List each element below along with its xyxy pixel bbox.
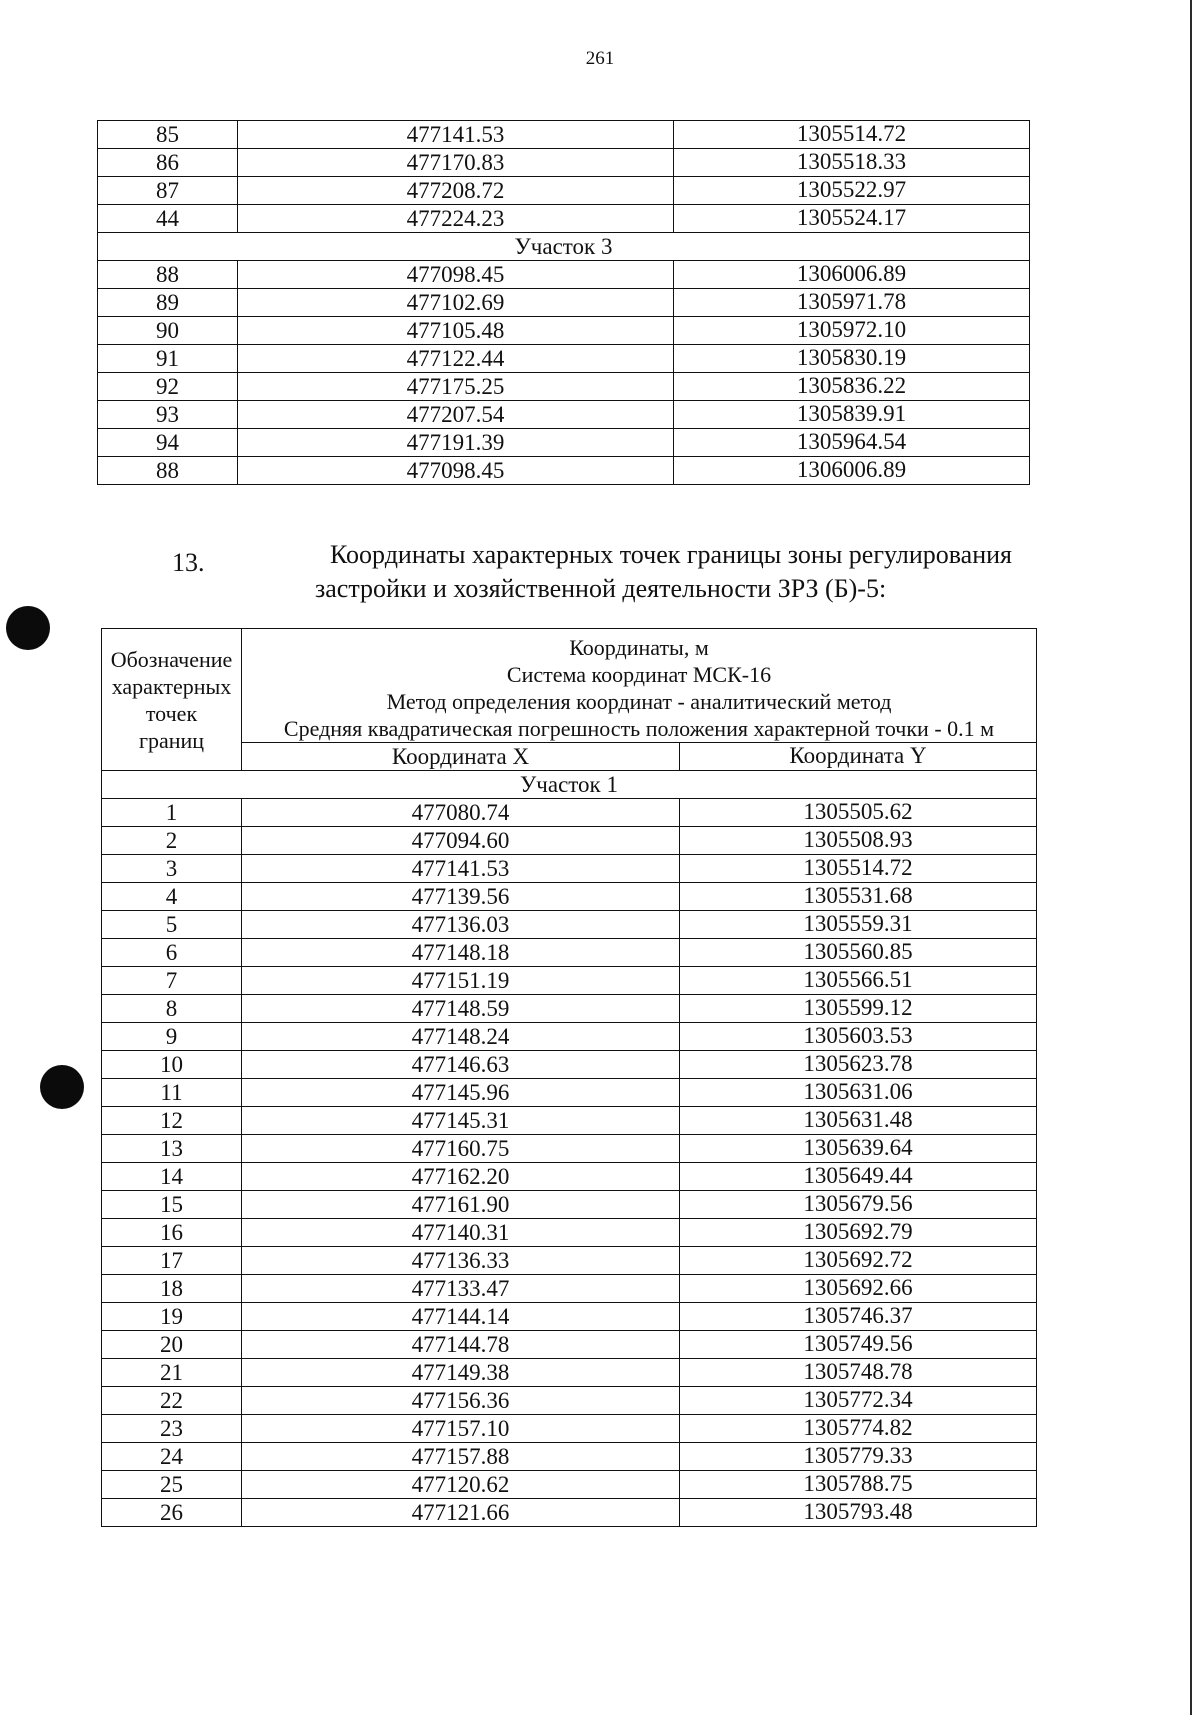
table-row: [102, 1135, 1037, 1163]
table-row: [98, 289, 1030, 317]
point-number-cell: 4: [102, 883, 242, 911]
coordinate-y-cell: 1305748.78: [680, 1359, 1037, 1387]
coordinate-y-cell: 1305566.51: [680, 967, 1037, 995]
coordinate-x-cell: 477148.24: [242, 1023, 680, 1051]
coordinates-table: [101, 628, 1037, 1527]
coordinate-x-cell: 477136.03: [242, 911, 680, 939]
point-number-cell: 13: [102, 1135, 242, 1163]
section-number: 13.: [172, 548, 205, 577]
table-row: [98, 149, 1030, 177]
table-row: [102, 1107, 1037, 1135]
header-line: Метод определения координат - аналитический метод: [386, 689, 892, 714]
point-number-cell: 88: [98, 457, 238, 485]
coordinate-x-cell: 477170.83: [238, 149, 674, 177]
heading-line-2: застройки и хозяйственной деятельности ЗРЗ (Б)-5:: [315, 574, 887, 603]
table-row: [102, 827, 1037, 855]
point-number-cell: 16: [102, 1219, 242, 1247]
coordinate-x-cell: 477191.39: [238, 429, 674, 457]
table-row: [98, 121, 1030, 149]
point-number-cell: 6: [102, 939, 242, 967]
header-line: Средняя квадратическая погрешность положения характерной точки - 0.1 м: [283, 716, 995, 741]
coordinate-x-cell: 477144.14: [242, 1303, 680, 1331]
table-row: [102, 1443, 1037, 1471]
table-row: [102, 1499, 1037, 1527]
point-number-cell: 18: [102, 1275, 242, 1303]
coordinate-x-cell: 477162.20: [242, 1163, 680, 1191]
coordinate-y-cell: 1305522.97: [674, 177, 1030, 205]
table-row: [98, 177, 1030, 205]
table-row: [102, 1275, 1037, 1303]
table-row: [102, 1471, 1037, 1499]
coordinate-x-cell: 477080.74: [242, 799, 680, 827]
header-line: границ: [138, 727, 205, 753]
section-heading: [0, 540, 1200, 610]
table-row: [102, 1359, 1037, 1387]
point-number-cell: 23: [102, 1415, 242, 1443]
coordinate-x-cell: 477146.63: [242, 1051, 680, 1079]
coordinate-x-cell: 477157.88: [242, 1443, 680, 1471]
coordinate-x-cell: 477105.48: [238, 317, 674, 345]
coordinate-y-cell: 1305964.54: [674, 429, 1030, 457]
coordinate-x-cell: 477160.75: [242, 1135, 680, 1163]
coordinate-x-cell: 477208.72: [238, 177, 674, 205]
coordinate-y-cell: 1305830.19: [674, 345, 1030, 373]
table-row: [102, 855, 1037, 883]
coordinate-y-cell: 1305746.37: [680, 1303, 1037, 1331]
point-number-cell: 20: [102, 1331, 242, 1359]
table-header-row: [102, 629, 1037, 743]
coordinate-y-cell: 1305793.48: [680, 1499, 1037, 1527]
coordinate-x-cell: 477145.96: [242, 1079, 680, 1107]
table-row: [102, 1247, 1037, 1275]
point-number-cell: 87: [98, 177, 238, 205]
table-row: [102, 1191, 1037, 1219]
coordinate-x-cell: 477156.36: [242, 1387, 680, 1415]
point-number-cell: 88: [98, 261, 238, 289]
coordinate-x-cell: 477140.31: [242, 1219, 680, 1247]
coordinate-x-cell: 477094.60: [242, 827, 680, 855]
table1-rows-top: [98, 121, 1030, 233]
table-row: [102, 799, 1037, 827]
table-row: [102, 1219, 1037, 1247]
header-line: характерных: [111, 673, 232, 699]
table-row: [98, 261, 1030, 289]
coordinate-y-cell: 1305531.68: [680, 883, 1037, 911]
section-label: Участок 3: [98, 233, 1030, 261]
punch-hole-bottom: [40, 1065, 84, 1109]
coordinates-table-continued: [97, 120, 1030, 485]
coordinate-x-header: Координата X: [242, 743, 680, 771]
point-number-cell: 10: [102, 1051, 242, 1079]
table-row: [102, 967, 1037, 995]
section-label: Участок 1: [102, 771, 1037, 799]
coordinate-y-cell: 1305772.34: [680, 1387, 1037, 1415]
point-number-cell: 8: [102, 995, 242, 1023]
coordinate-y-cell: 1306006.89: [674, 261, 1030, 289]
table-row: [102, 1023, 1037, 1051]
punch-hole-top: [6, 606, 50, 650]
coordinate-x-cell: 477120.62: [242, 1471, 680, 1499]
coordinate-y-cell: 1305788.75: [680, 1471, 1037, 1499]
point-number-cell: 91: [98, 345, 238, 373]
point-number-cell: 92: [98, 373, 238, 401]
coordinate-x-cell: 477141.53: [238, 121, 674, 149]
table-row: [98, 317, 1030, 345]
coordinates-header: [242, 629, 1037, 743]
point-number-cell: 14: [102, 1163, 242, 1191]
point-number-cell: 93: [98, 401, 238, 429]
point-number-cell: 9: [102, 1023, 242, 1051]
header-line: точек: [145, 700, 198, 726]
coordinate-x-cell: 477144.78: [242, 1331, 680, 1359]
coordinate-y-cell: 1305524.17: [674, 205, 1030, 233]
coordinate-x-cell: 477098.45: [238, 457, 674, 485]
table2-rows: [102, 799, 1037, 1527]
coordinate-x-cell: 477121.66: [242, 1499, 680, 1527]
coordinate-y-cell: 1305505.62: [680, 799, 1037, 827]
coordinate-y-cell: 1305679.56: [680, 1191, 1037, 1219]
coordinate-y-cell: 1305692.72: [680, 1247, 1037, 1275]
table-row: [98, 457, 1030, 485]
coordinate-x-cell: 477098.45: [238, 261, 674, 289]
table-row: [98, 205, 1030, 233]
table-row: [102, 939, 1037, 967]
table-row: [102, 1387, 1037, 1415]
coordinate-y-cell: 1305779.33: [680, 1443, 1037, 1471]
point-number-cell: 1: [102, 799, 242, 827]
point-number-cell: 11: [102, 1079, 242, 1107]
table-row: [98, 401, 1030, 429]
coordinate-x-cell: 477133.47: [242, 1275, 680, 1303]
point-number-cell: 89: [98, 289, 238, 317]
point-number-cell: 22: [102, 1387, 242, 1415]
coordinate-y-cell: 1305692.66: [680, 1275, 1037, 1303]
coordinate-y-cell: 1305518.33: [674, 149, 1030, 177]
coordinate-y-cell: 1305972.10: [674, 317, 1030, 345]
coordinate-x-cell: 477224.23: [238, 205, 674, 233]
point-number-cell: 3: [102, 855, 242, 883]
coordinate-y-cell: 1305603.53: [680, 1023, 1037, 1051]
point-number-cell: 19: [102, 1303, 242, 1331]
table-row: [102, 1163, 1037, 1191]
point-number-cell: 24: [102, 1443, 242, 1471]
coordinate-x-cell: 477148.59: [242, 995, 680, 1023]
point-number-cell: 85: [98, 121, 238, 149]
point-number-cell: 5: [102, 911, 242, 939]
point-number-cell: 15: [102, 1191, 242, 1219]
coordinate-y-cell: 1305514.72: [674, 121, 1030, 149]
point-number-cell: 12: [102, 1107, 242, 1135]
table-row: [102, 1079, 1037, 1107]
coordinate-y-cell: 1305599.12: [680, 995, 1037, 1023]
point-number-cell: 44: [98, 205, 238, 233]
coordinate-x-cell: 477136.33: [242, 1247, 680, 1275]
table-row: [102, 883, 1037, 911]
coordinate-y-cell: 1305839.91: [674, 401, 1030, 429]
coordinate-y-header: Координата Y: [680, 743, 1037, 771]
header-line: Обозначение: [110, 646, 233, 672]
coordinate-x-cell: 477151.19: [242, 967, 680, 995]
table-row: [102, 1415, 1037, 1443]
point-number-cell: 25: [102, 1471, 242, 1499]
heading-line-1: Координаты характерных точек границы зоны регулирования: [330, 540, 1012, 569]
coordinate-y-cell: 1305639.64: [680, 1135, 1037, 1163]
coordinate-x-cell: 477175.25: [238, 373, 674, 401]
page-number: 261: [585, 48, 615, 69]
table1-rows-bottom: [98, 261, 1030, 485]
table-row: [102, 995, 1037, 1023]
point-number-cell: 90: [98, 317, 238, 345]
coordinate-y-cell: 1305836.22: [674, 373, 1030, 401]
table-row: [102, 1331, 1037, 1359]
point-number-cell: 7: [102, 967, 242, 995]
coordinate-y-cell: 1305774.82: [680, 1415, 1037, 1443]
point-number-cell: 2: [102, 827, 242, 855]
point-number-cell: 26: [102, 1499, 242, 1527]
coordinate-x-cell: 477102.69: [238, 289, 674, 317]
coordinate-y-cell: 1305649.44: [680, 1163, 1037, 1191]
coordinate-y-cell: 1305559.31: [680, 911, 1037, 939]
table-row-section: [98, 233, 1030, 261]
point-number-cell: 17: [102, 1247, 242, 1275]
coordinate-y-cell: 1306006.89: [674, 457, 1030, 485]
table-row: [98, 373, 1030, 401]
coordinate-x-cell: 477145.31: [242, 1107, 680, 1135]
point-designation-header: [102, 629, 242, 771]
coordinate-x-cell: 477157.10: [242, 1415, 680, 1443]
coordinate-x-cell: 477139.56: [242, 883, 680, 911]
coordinate-y-cell: 1305692.79: [680, 1219, 1037, 1247]
coordinate-y-cell: 1305971.78: [674, 289, 1030, 317]
coordinate-y-cell: 1305631.48: [680, 1107, 1037, 1135]
coordinate-x-cell: 477122.44: [238, 345, 674, 373]
table-row-section: [102, 771, 1037, 799]
coordinate-y-cell: 1305631.06: [680, 1079, 1037, 1107]
point-number-cell: 21: [102, 1359, 242, 1387]
header-line: Система координат МСК-16: [506, 662, 772, 687]
coordinate-y-cell: 1305560.85: [680, 939, 1037, 967]
page-edge: [1190, 0, 1192, 1715]
coordinate-y-cell: 1305623.78: [680, 1051, 1037, 1079]
coordinate-x-cell: 477149.38: [242, 1359, 680, 1387]
table-row: [102, 1051, 1037, 1079]
coordinate-x-cell: 477148.18: [242, 939, 680, 967]
coordinate-x-cell: 477207.54: [238, 401, 674, 429]
coordinate-x-cell: 477161.90: [242, 1191, 680, 1219]
point-number-cell: 94: [98, 429, 238, 457]
table-row: [98, 429, 1030, 457]
table-subheader-row: [102, 743, 1037, 771]
coordinate-y-cell: 1305514.72: [680, 855, 1037, 883]
table-row: [102, 911, 1037, 939]
table-row: [102, 1303, 1037, 1331]
coordinate-y-cell: 1305508.93: [680, 827, 1037, 855]
coordinate-y-cell: 1305749.56: [680, 1331, 1037, 1359]
coordinate-x-cell: 477141.53: [242, 855, 680, 883]
header-line: Координаты, м: [569, 635, 709, 660]
point-number-cell: 86: [98, 149, 238, 177]
table-row: [98, 345, 1030, 373]
